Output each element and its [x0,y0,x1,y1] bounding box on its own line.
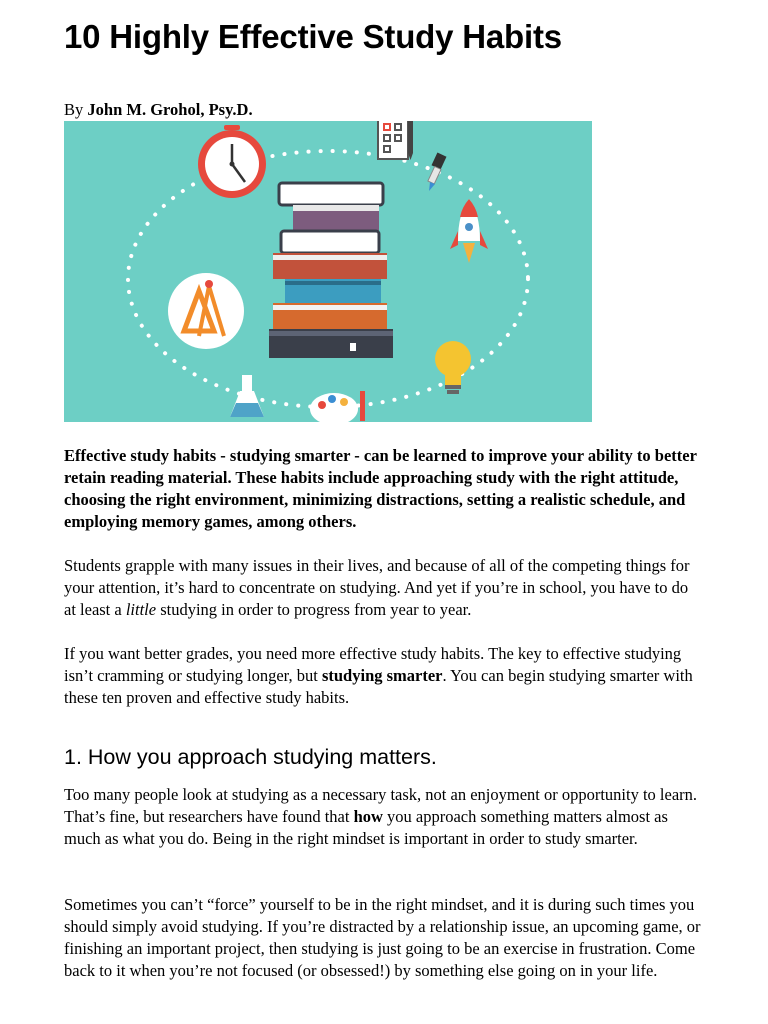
compass-triangle-icon [168,273,244,349]
author-name: John M. Grohol, Psy.D. [87,100,253,119]
clock-icon [198,125,266,198]
byline [64,100,253,120]
emphasis-little: little [125,600,157,619]
bold-how: how [353,807,383,826]
dropper-icon [428,153,447,191]
hero-illustration [64,121,592,422]
paragraph-1: Students grapple with many issues in their lives, and because of all of the competing things for your attention, it’s hard to concentrate on studying. And yet if you’re in school, you have to do at least a little studying in order to progress from year to year. [64,556,690,619]
paragraph-2: If you want better grades, you need more effective study habits. The key to effective studying isn’t cramming or studying longer, but studying smarter. You can begin studying smarter with these ten proven and effective study habits. [64,644,693,707]
flask-icon [230,375,264,417]
article-title: 10 Highly Effective Study Habits [64,18,562,55]
rocket-icon [450,199,488,263]
palette-icon [310,391,365,422]
byline-prefix: By [64,100,88,119]
checklist-icon [378,121,408,159]
intro-paragraph: Effective study habits - studying smarter - can be learned to improve your ability to better retain reading material. These habits include approaching study with the right attitude, choosing the right environment, minimizing distractions, setting a realistic schedule, and employing memory games, among others. [64,446,697,531]
paragraph-4: Sometimes you can’t “force” yourself to be in the right mindset, and it is during such times you should simply avoid studying. If you’re distracted by a relationship issue, an upcoming game, or finishing an important project, then studying is just going to be an exercise in frustration. Come back to it when you’re not focused (or obsessed!) by something else going on in your life. [64,895,701,980]
pencil-icon [408,121,413,160]
bold-studying-smarter: studying smarter [321,666,443,685]
book-stack [269,183,393,358]
paragraph-3: Too many people look at studying as a necessary task, not an enjoyment or opportunity to learn. That’s fine, but researchers have found that how you approach something matters almost as much as what you do. Being in the right mindset is important in order to study smarter. [64,785,698,848]
section-heading-1: 1. How you approach studying matters. [64,745,437,769]
